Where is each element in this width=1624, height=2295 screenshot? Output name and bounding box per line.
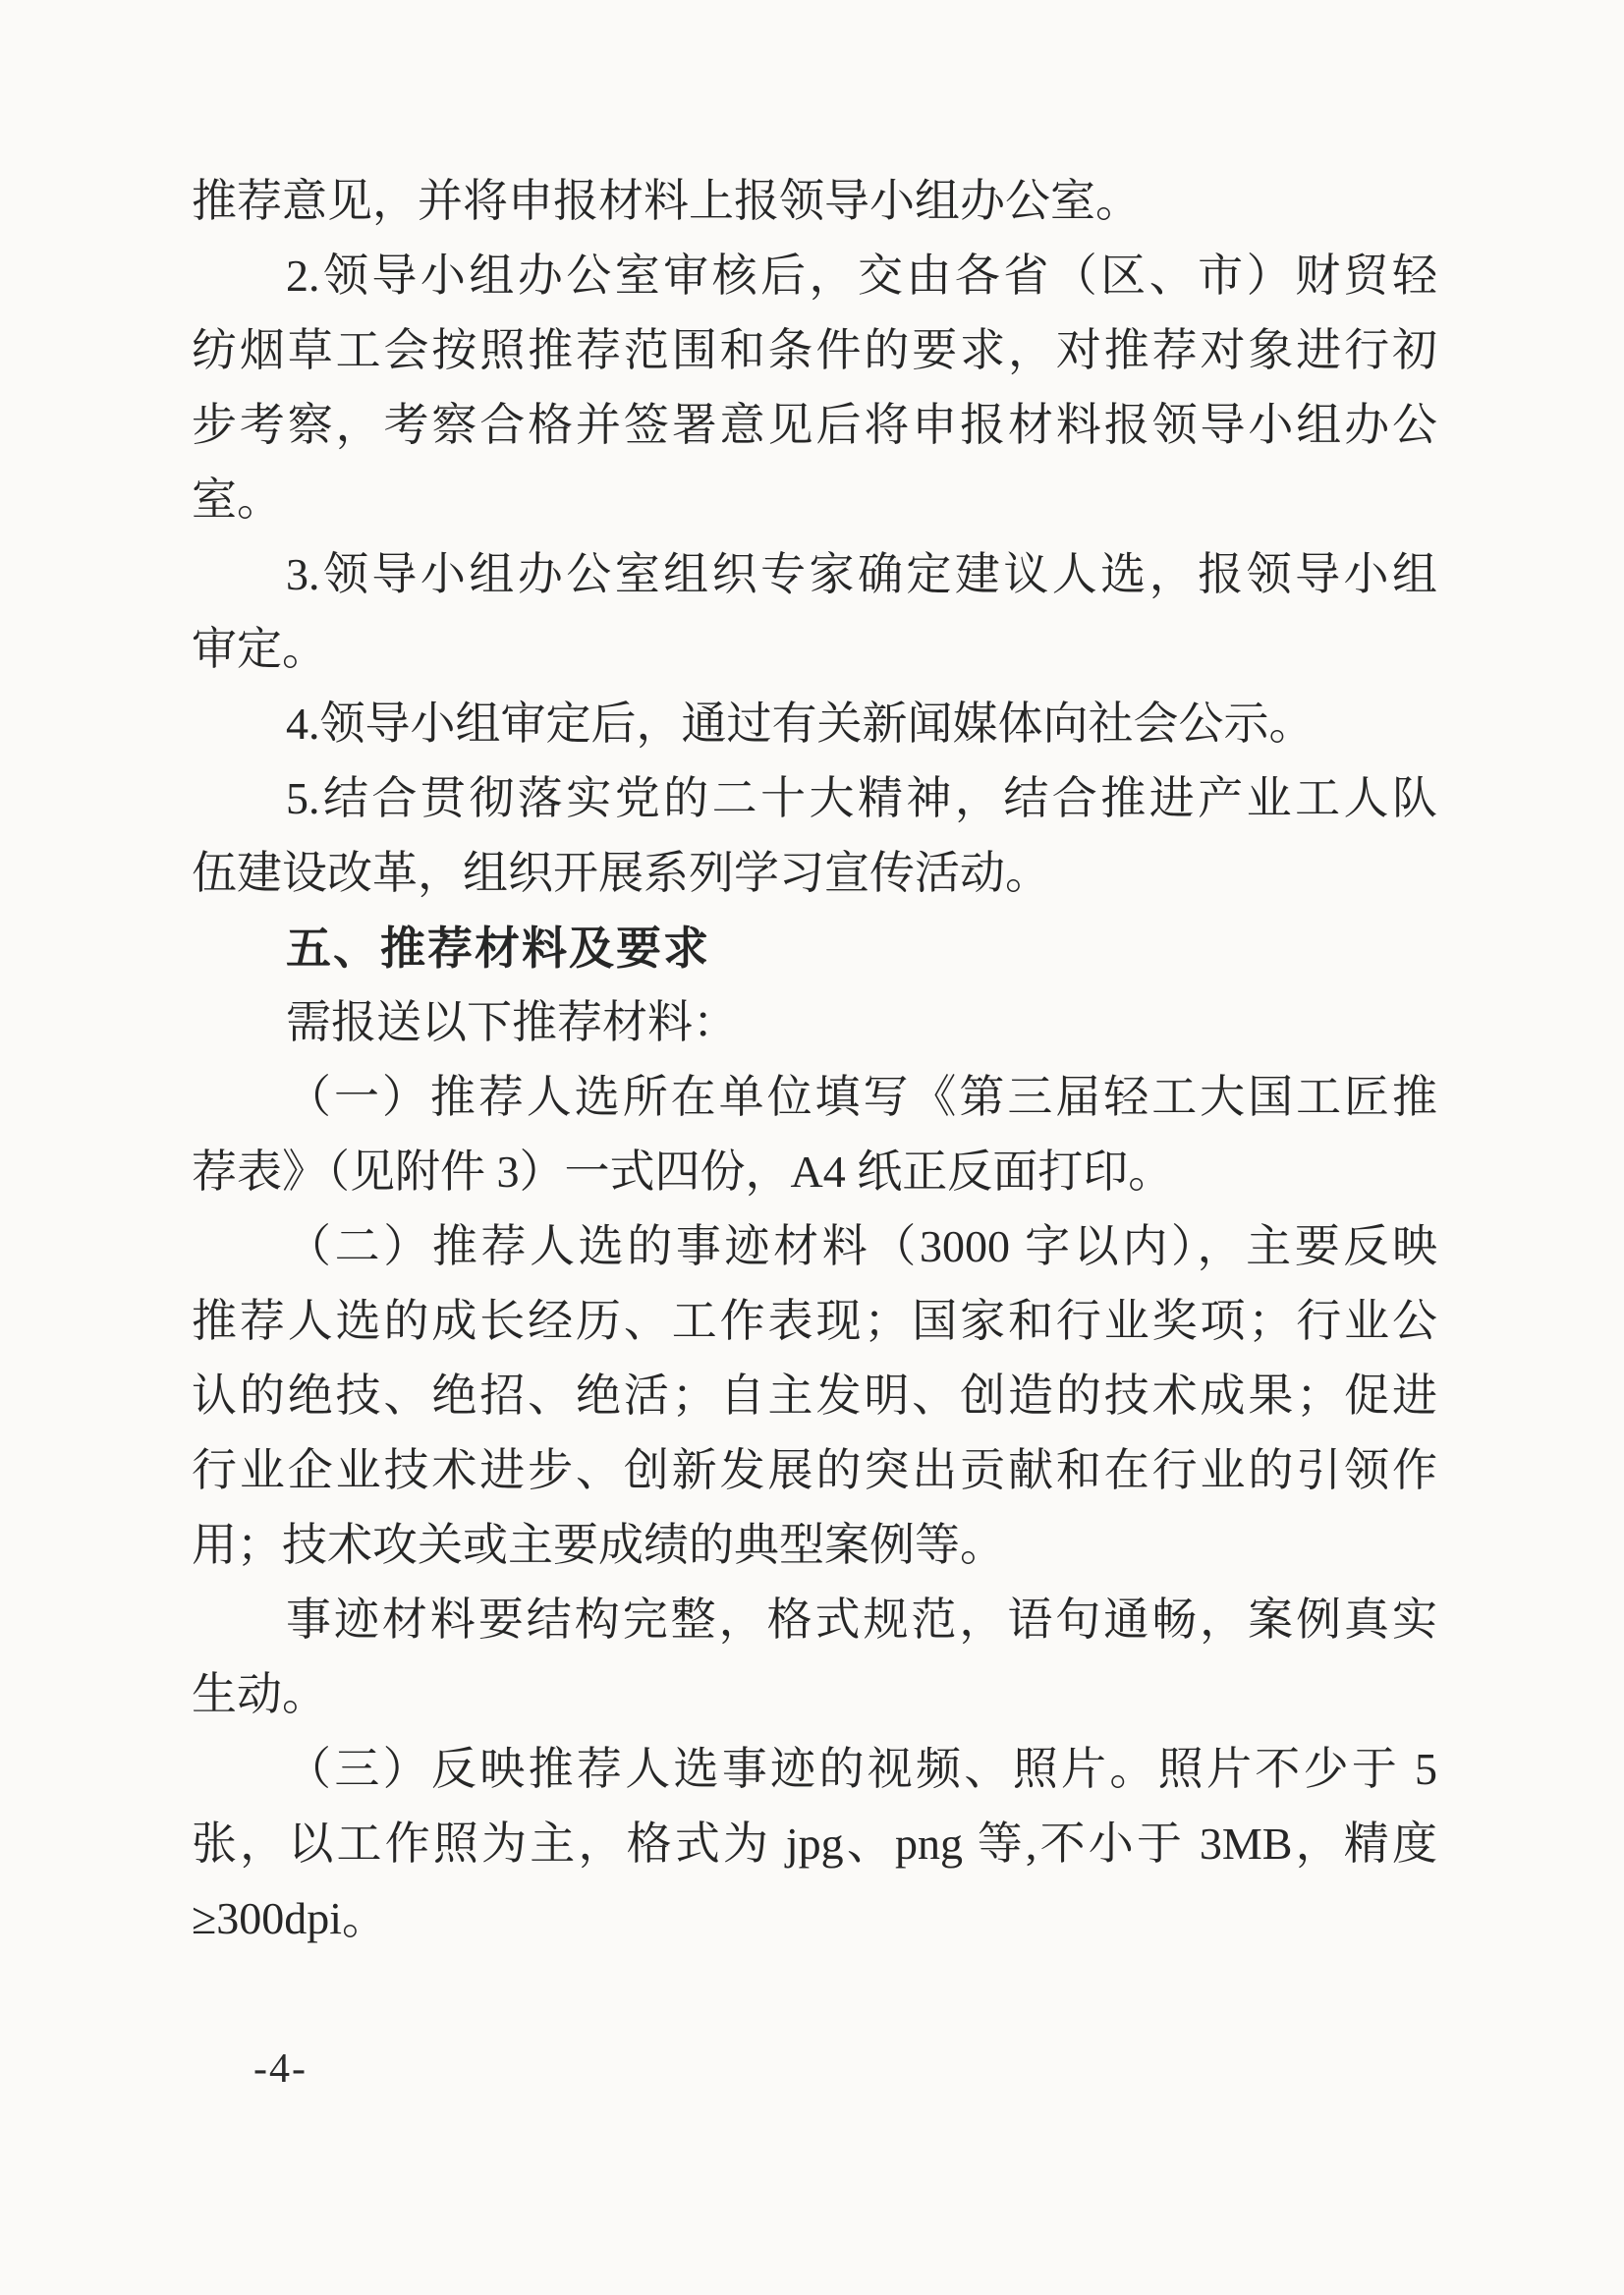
- text-line: 审定。: [192, 624, 327, 674]
- text-line: 步考察，考察合格并签署意见后将申报材料报领导小组办公: [192, 400, 1437, 450]
- section-heading: 五、推荐材料及要求: [286, 923, 710, 974]
- document-body: [192, 164, 1437, 1956]
- text-line: 事迹材料要结构完整，格式规范，语句通畅，案例真实: [286, 1595, 1437, 1645]
- text-line: （二）推荐人选的事迹材料（3000 字以内），主要反映: [286, 1221, 1437, 1271]
- text-line: （一）推荐人选所在单位填写《第三届轻工大国工匠推: [286, 1072, 1437, 1122]
- text-line: 4.领导小组审定后，通过有关新闻媒体向社会公示。: [286, 699, 1315, 749]
- text-line: （三）反映推荐人选事迹的视频、照片。照片不少于 5: [286, 1744, 1437, 1794]
- text-line: 需报送以下推荐材料：: [286, 997, 738, 1047]
- text-line: 认的绝技、绝招、绝活；自主发明、创造的技术成果；促进: [192, 1371, 1437, 1421]
- text-line: 推荐意见，并将申报材料上报领导小组办公室。: [192, 176, 1141, 226]
- text-line: 伍建设改革，组织开展系列学习宣传活动。: [192, 848, 1050, 898]
- text-line: ≥300dpi。: [192, 1893, 388, 1943]
- text-line: 行业企业技术进步、创新发展的突出贡献和在行业的引领作: [192, 1445, 1437, 1495]
- page-number: -4-: [253, 2046, 308, 2092]
- text-line: 用；技术攻关或主要成绩的典型案例等。: [192, 1520, 1005, 1570]
- text-line: 生动。: [192, 1669, 327, 1719]
- text-line: 荐表》（见附件 3）一式四份，A4 纸正反面打印。: [192, 1147, 1174, 1197]
- text-line: 推荐人选的成长经历、工作表现；国家和行业奖项；行业公: [192, 1296, 1437, 1346]
- text-line: 室。: [192, 475, 282, 525]
- text-line: 2.领导小组办公室审核后，交由各省（区、市）财贸轻: [286, 251, 1437, 301]
- text-line: 5.结合贯彻落实党的二十大精神，结合推进产业工人队: [286, 773, 1437, 823]
- text-line: 纺烟草工会按照推荐范围和条件的要求，对推荐对象进行初: [192, 325, 1437, 375]
- text-line: 张，以工作照为主，格式为 jpg、png 等,不小于 3MB，精度: [192, 1819, 1437, 1869]
- text-line: 3.领导小组办公室组织专家确定建议人选，报领导小组: [286, 549, 1437, 599]
